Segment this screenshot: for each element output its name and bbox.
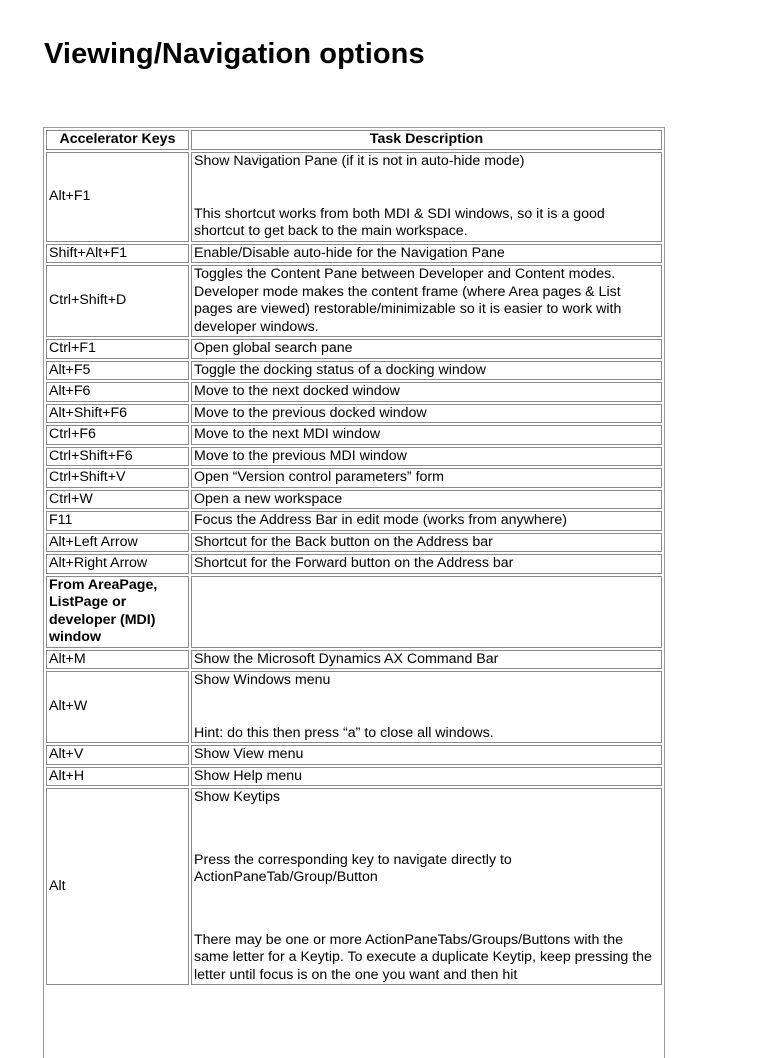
key-cell: Ctrl+Shift+F6 xyxy=(46,447,189,467)
description-text: Show Windows menu xyxy=(194,672,331,688)
table-row xyxy=(46,361,662,381)
description-cell: Focus the Address Bar in edit mode (works from anywhere) xyxy=(191,511,662,531)
description-cell: Enable/Disable auto-hide for the Navigation Pane xyxy=(191,244,662,264)
table-row xyxy=(46,533,662,553)
key-cell: Alt+V xyxy=(46,745,189,765)
key-cell: Ctrl+Shift+D xyxy=(46,265,189,337)
description-cell: Shortcut for the Back button on the Address bar xyxy=(191,533,662,553)
table-row xyxy=(46,425,662,445)
description-cell: Open “Version control parameters” form xyxy=(191,468,662,488)
description-cell: Move to the previous docked window xyxy=(191,404,662,424)
description-cell xyxy=(191,576,662,648)
page-title: Viewing/Navigation options xyxy=(44,38,425,70)
table-section-row xyxy=(46,576,662,648)
key-cell: Alt+W xyxy=(46,671,189,743)
description-cell: Toggle the docking status of a docking window xyxy=(191,361,662,381)
key-cell: Alt+F6 xyxy=(46,382,189,402)
key-cell: Alt xyxy=(46,788,189,985)
description-cell: Shortcut for the Forward button on the Address bar xyxy=(191,554,662,574)
key-cell: Alt+Shift+F6 xyxy=(46,404,189,424)
description-text: There may be one or more ActionPaneTabs/Groups/Buttons with the same letter for a Keytip. To execute a duplicate Keytip, keep pressing the letter until focus is on the one you want and then hit xyxy=(194,931,652,983)
table-row xyxy=(46,511,662,531)
table-header-row xyxy=(46,130,662,150)
description-cell: Move to the next MDI window xyxy=(191,425,662,445)
key-cell: Alt+F5 xyxy=(46,361,189,381)
description-text: Hint: do this then press “a” to close all windows. xyxy=(194,724,494,741)
description-cell xyxy=(191,671,662,743)
key-cell: Alt+F1 xyxy=(46,152,189,242)
key-cell: F11 xyxy=(46,511,189,531)
table-row xyxy=(46,788,662,985)
table-row xyxy=(46,265,662,337)
description-cell: Move to the next docked window xyxy=(191,382,662,402)
description-text: Press the corresponding key to navigate directly to ActionPaneTab/Group/Button xyxy=(194,851,512,885)
description-cell: Open global search pane xyxy=(191,339,662,359)
description-cell: Show Help menu xyxy=(191,767,662,787)
description-text: This shortcut works from both MDI & SDI windows, so it is a good shortcut to get back to the main workspace. xyxy=(194,205,605,239)
key-cell: Ctrl+F1 xyxy=(46,339,189,359)
table-row xyxy=(46,339,662,359)
table-row xyxy=(46,554,662,574)
table-row xyxy=(46,382,662,402)
description-cell: Open a new workspace xyxy=(191,490,662,510)
key-cell: Alt+M xyxy=(46,650,189,670)
table-row xyxy=(46,468,662,488)
description-cell: Move to the previous MDI window xyxy=(191,447,662,467)
table-row xyxy=(46,650,662,670)
key-cell: Alt+H xyxy=(46,767,189,787)
description-text: Show Navigation Pane (if it is not in auto-hide mode) xyxy=(194,153,525,169)
description-cell xyxy=(191,152,662,242)
table-row xyxy=(46,152,662,242)
table-row xyxy=(46,447,662,467)
key-cell: Shift+Alt+F1 xyxy=(46,244,189,264)
description-cell: Show the Microsoft Dynamics AX Command Bar xyxy=(191,650,662,670)
table-row xyxy=(46,244,662,264)
section-heading-cell: From AreaPage, ListPage or developer (MDI) window xyxy=(46,576,189,648)
key-cell: Ctrl+Shift+V xyxy=(46,468,189,488)
column-header-description: Task Description xyxy=(191,130,662,150)
description-cell: Show View menu xyxy=(191,745,662,765)
table-row xyxy=(46,671,662,743)
key-cell: Alt+Right Arrow xyxy=(46,554,189,574)
key-cell: Ctrl+F6 xyxy=(46,425,189,445)
table-row xyxy=(46,404,662,424)
shortcut-table xyxy=(43,127,665,1058)
description-cell xyxy=(191,788,662,985)
description-cell: Toggles the Content Pane between Developer and Content modes. Developer mode makes the content frame (where Area pages & List pages are viewed) restorable/minimizable so it is easier to work with developer windows. xyxy=(191,265,662,337)
key-cell: Ctrl+W xyxy=(46,490,189,510)
table-row xyxy=(46,490,662,510)
column-header-keys: Accelerator Keys xyxy=(46,130,189,150)
key-cell: Alt+Left Arrow xyxy=(46,533,189,553)
table-row xyxy=(46,767,662,787)
description-text: Show Keytips xyxy=(194,789,280,805)
table-row xyxy=(46,745,662,765)
